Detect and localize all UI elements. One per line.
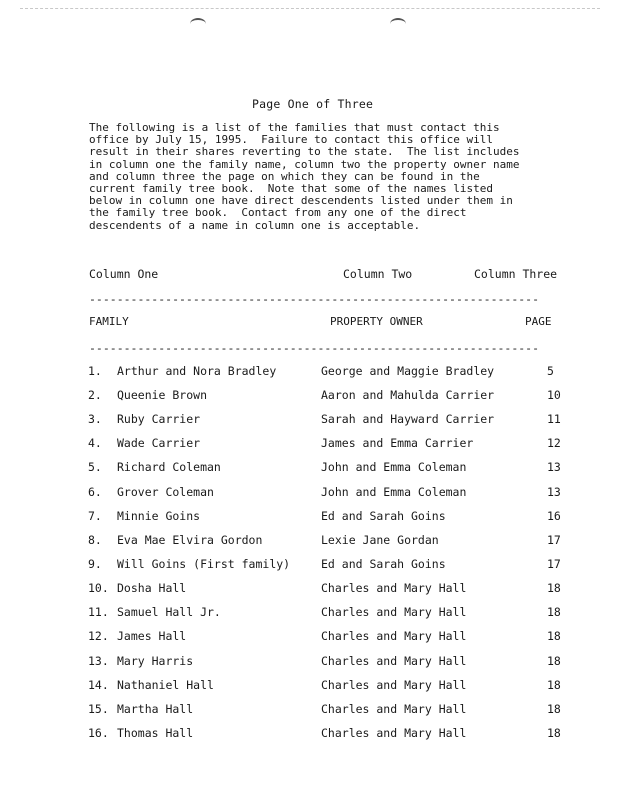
row-number: 8. [88, 533, 102, 547]
page-number: 18 [547, 581, 561, 595]
family-name: Queenie Brown [117, 388, 208, 402]
property-owner: Charles and Mary Hall [321, 702, 467, 716]
family-name: Will Goins (First family) [117, 557, 291, 571]
intro-line: and column three the page on which they can be found in the [89, 169, 480, 183]
row-number: 1. [88, 364, 102, 378]
row-number: 16. [88, 726, 109, 740]
intro-paragraph [89, 122, 569, 232]
page-number: 11 [547, 412, 561, 426]
row-number: 14. [88, 678, 109, 692]
property-owner: Charles and Mary Hall [321, 678, 467, 692]
divider-line: ----------------------------------------------------------------- [89, 292, 540, 306]
property-owner: James and Emma Carrier [321, 436, 474, 450]
row-number: 2. [88, 388, 102, 402]
page-number: 17 [547, 533, 561, 547]
family-name: Nathaniel Hall [117, 678, 214, 692]
family-name: Thomas Hall [117, 726, 194, 740]
list-item [0, 436, 619, 456]
property-owner: Ed and Sarah Goins [321, 557, 446, 571]
list-item [0, 605, 619, 625]
intro-line: result in their shares reverting to the state. The list includes [89, 145, 520, 159]
list-item [0, 533, 619, 553]
page-number: 10 [547, 388, 561, 402]
row-number: 9. [88, 557, 102, 571]
family-name: Richard Coleman [117, 460, 221, 474]
intro-line: office by July 15, 1995. Failure to contact this office will [89, 133, 493, 147]
page-number: 5 [547, 364, 554, 378]
page-number: 16 [547, 509, 561, 523]
row-number: 5. [88, 460, 102, 474]
list-item [0, 412, 619, 432]
list-item [0, 485, 619, 505]
family-name: James Hall [117, 629, 187, 643]
property-owner: John and Emma Coleman [321, 485, 467, 499]
row-number: 13. [88, 654, 109, 668]
family-name: Arthur and Nora Bradley [117, 364, 277, 378]
page-number: 18 [547, 702, 561, 716]
list-item [0, 654, 619, 674]
list-item [0, 460, 619, 480]
list-item [0, 509, 619, 529]
property-owner: Sarah and Hayward Carrier [321, 412, 495, 426]
property-owner: Aaron and Mahulda Carrier [321, 388, 495, 402]
family-name: Grover Coleman [117, 485, 214, 499]
intro-line: The following is a list of the families that must contact this [89, 121, 500, 134]
page-number: 18 [547, 629, 561, 643]
intro-line: descendents of a name in column one is acceptable. [89, 218, 421, 232]
property-owner: Charles and Mary Hall [321, 629, 467, 643]
row-number: 10. [88, 581, 109, 595]
page-number: 17 [547, 557, 561, 571]
family-name: Mary Harris [117, 654, 194, 668]
page-number: 18 [547, 605, 561, 619]
property-owner: Charles and Mary Hall [321, 726, 467, 740]
intro-line: in column one the family name, column two the property owner name [89, 157, 520, 171]
row-number: 11. [88, 605, 109, 619]
list-item [0, 629, 619, 649]
list-item [0, 581, 619, 601]
punch-hole-mark [390, 18, 406, 30]
family-field-header: FAMILY [89, 315, 129, 328]
family-name: Dosha Hall [117, 581, 187, 595]
page-number: 12 [547, 436, 561, 450]
row-number: 7. [88, 509, 102, 523]
family-name: Minnie Goins [117, 509, 201, 523]
page-heading: Page One of Three [252, 97, 374, 111]
column-one-header: Column One [89, 267, 159, 281]
property-owner: Ed and Sarah Goins [321, 509, 446, 523]
column-three-header: Column Three [474, 267, 558, 281]
property-owner: John and Emma Coleman [321, 460, 467, 474]
list-item [0, 726, 619, 746]
page-field-header: PAGE [525, 315, 552, 328]
property-owner: Charles and Mary Hall [321, 605, 467, 619]
family-name: Martha Hall [117, 702, 194, 716]
page-number: 18 [547, 654, 561, 668]
property-owner: Charles and Mary Hall [321, 581, 467, 595]
family-name: Ruby Carrier [117, 412, 201, 426]
intro-line: below in column one have direct descendents listed under them in [89, 194, 513, 208]
row-number: 4. [88, 436, 102, 450]
property-owner: George and Maggie Bradley [321, 364, 495, 378]
property-owner: Lexie Jane Gordan [321, 533, 439, 547]
column-two-header: Column Two [343, 267, 413, 281]
punch-hole-mark [190, 18, 206, 30]
row-number: 15. [88, 702, 109, 716]
list-item [0, 388, 619, 408]
intro-line: the family tree book. Contact from any one of the direct [89, 206, 467, 220]
list-item [0, 364, 619, 384]
page-number: 13 [547, 460, 561, 474]
owner-field-header: PROPERTY OWNER [330, 315, 423, 328]
row-number: 3. [88, 412, 102, 426]
intro-line: current family tree book. Note that some of the names listed [89, 182, 493, 196]
list-item [0, 702, 619, 722]
family-name: Samuel Hall Jr. [117, 605, 221, 619]
row-number: 6. [88, 485, 102, 499]
family-name: Wade Carrier [117, 436, 201, 450]
row-number: 12. [88, 629, 109, 643]
property-owner: Charles and Mary Hall [321, 654, 467, 668]
list-item [0, 557, 619, 577]
divider-line: ----------------------------------------------------------------- [89, 341, 540, 355]
list-item [0, 678, 619, 698]
page-number: 13 [547, 485, 561, 499]
family-name: Eva Mae Elvira Gordon [117, 533, 263, 547]
page-number: 18 [547, 678, 561, 692]
top-edge-line [20, 8, 600, 9]
page-number: 18 [547, 726, 561, 740]
